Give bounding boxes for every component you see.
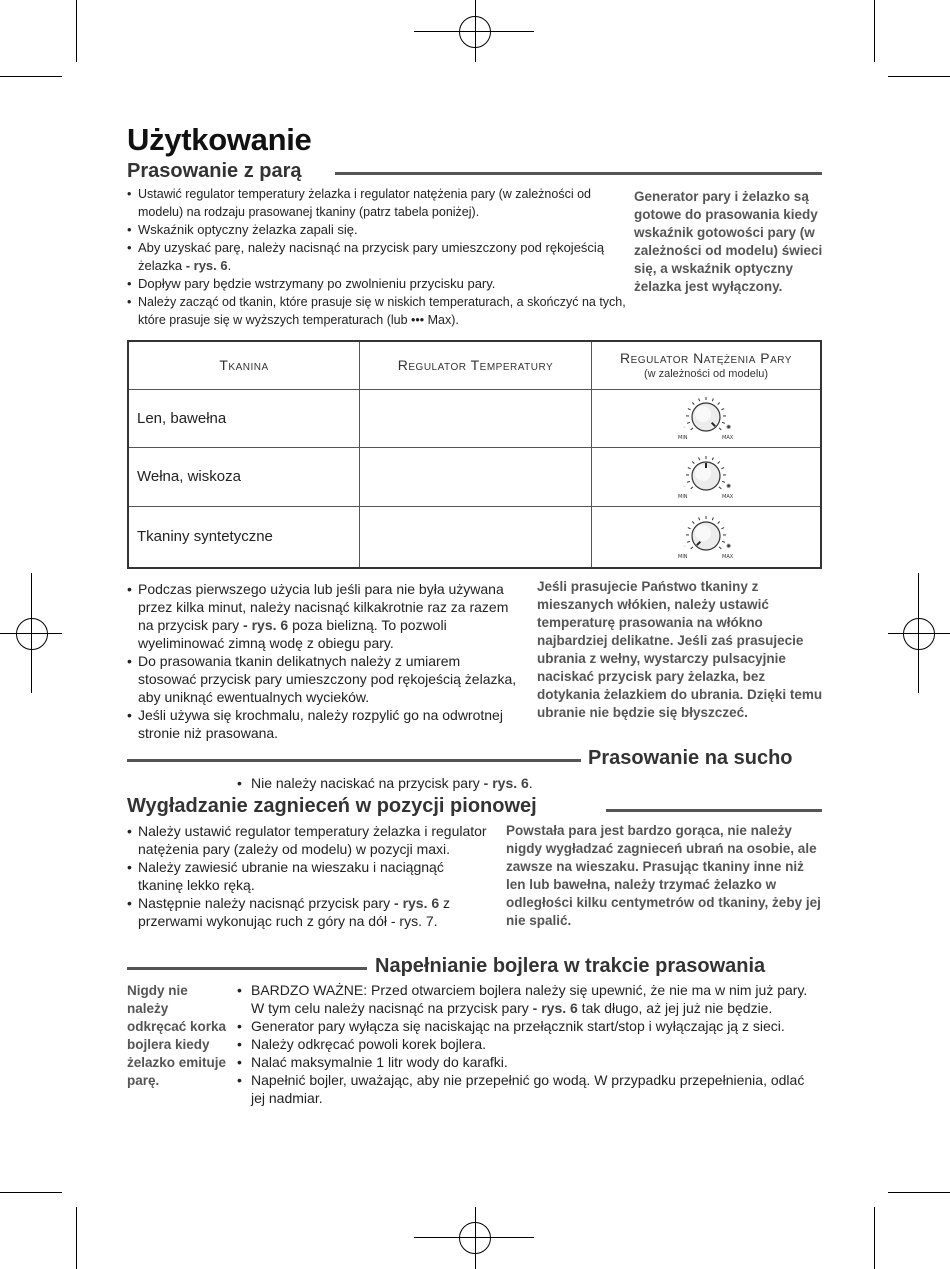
fabric-table <box>127 340 822 569</box>
col-steam-title: Regulator Natężenia Pary <box>620 350 792 367</box>
page-title: Użytkowanie <box>127 122 312 157</box>
list-item: • Do prasowania tkanin delikatnych należy z umiarem stosować przycisk pary umieszczony pod rękojeścią żelazka, aby uniknąć ewentualnych wycieków. <box>127 652 522 706</box>
section-rule <box>335 172 822 175</box>
list-item: • Nalać maksymalnie 1 litr wody do karafki. <box>237 1053 821 1071</box>
fabric-cell: Wełna, wiskoza <box>128 447 360 506</box>
mixed-fabric-note: Jeśli prasujecie Państwo tkaniny z mieszanych włókien, należy ustawić temperaturę prasowania na włókno najbardziej delikatne. Jeśli zaś prasujecie ubrania z wełny, wystarczy pulsacyjnie naciskać przycisk pary żelazka, bez dotykania żelazkiem do ubrania. Dzięki temu ubranie nie będzie się błyszczeć. <box>537 579 823 720</box>
steam-dial-icon <box>674 393 738 443</box>
svg-text:MIN: MIN <box>678 493 688 500</box>
list-item: • BARDZO WAŻNE: Przed otwarciem bojlera należy się upewnić, że nie ma w nim już pary. W tym celu należy nacisnąć na przycisk pary - rys. 6 tak długo, aż jej już nie będzie. <box>237 981 821 1017</box>
col-temp-header: Regulator Temperatury <box>360 341 592 389</box>
boiler-warning-note: Nigdy nie należy odkręcać korka bojlera kiedy żelazko emituje parę. <box>127 983 227 1088</box>
vertical-heading: Wygładzanie zagnieceń w pozycji pionowej <box>127 795 537 817</box>
steam-cell <box>592 506 822 568</box>
list-item: • Dopływ pary będzie wstrzymany po zwolnieniu przycisku pary. <box>127 275 627 293</box>
svg-text:✺: ✺ <box>726 542 732 550</box>
list-item: • Napełnić bojler, uważając, aby nie przepełnić go wodą. W przypadku przepełnienia, odlać jej nadmiar. <box>237 1071 821 1107</box>
list-item: • Należy ustawić regulator temperatury żelazka i regulator natężenia pary (zależy od modelu) w pozycji maxi. <box>127 822 492 858</box>
vertical-list <box>127 822 492 930</box>
svg-text:MAX: MAX <box>722 435 734 441</box>
list-item: • Należy zawiesić ubranie na wieszaku i naciągnąć tkaninę lekko ręką. <box>127 858 492 894</box>
temp-cell <box>360 506 592 568</box>
steam-dial-icon <box>674 452 738 502</box>
fabric-cell: Tkaniny syntetyczne <box>128 506 360 568</box>
svg-text:◦: ◦ <box>683 543 686 550</box>
col-steam-header <box>592 341 822 389</box>
list-item: • Nie należy naciskać na przycisk pary - rys. 6. <box>237 774 797 792</box>
refill-heading: Napełnianie bojlera w trakcie prasowania <box>375 955 766 977</box>
svg-text:MIN: MIN <box>678 553 688 560</box>
list-item: • Następnie należy nacisnąć przycisk pary - rys. 6 z przerwami wykonując ruch z góry na dół - rys. 7. <box>127 894 492 930</box>
list-item: • Jeśli używa się krochmalu, należy rozpylić go na odwrotnej stronie niż prasowana. <box>127 706 522 742</box>
list-item: • Aby uzyskać parę, należy nacisnąć na przycisk pary umieszczony pod rękojeścią żelazka - rys. 6. <box>127 239 627 275</box>
section-rule <box>127 967 367 970</box>
section-rule <box>127 759 581 762</box>
first-use-list <box>127 580 522 742</box>
svg-text:✺: ✺ <box>726 482 732 490</box>
table-row <box>128 447 821 506</box>
table-header-row <box>128 341 821 389</box>
temp-cell <box>360 389 592 447</box>
table-row <box>128 389 821 447</box>
list-item: • Podczas pierwszego użycia lub jeśli para nie była używana przez kilka minut, należy nacisnąć kilkakrotnie raz za razem na przycisk pary - rys. 6 poza bielizną. To pozwoli wyeliminować zimną wodę z obiegu pary. <box>127 580 522 652</box>
list-item: • Należy odkręcać powoli korek bojlera. <box>237 1035 821 1053</box>
fabric-cell: Len, bawełna <box>128 389 360 447</box>
section-rule <box>606 809 822 812</box>
steam-heading: Prasowanie z parą <box>127 160 302 182</box>
steam-dial-icon <box>674 512 738 562</box>
dry-heading: Prasowanie na sucho <box>588 747 793 769</box>
svg-text:✺: ✺ <box>726 424 732 431</box>
svg-text:◦: ◦ <box>683 425 686 431</box>
list-item: • Należy zacząć od tkanin, które prasuje się w niskich temperaturach, a skończyć na tych, które prasuje się w wyższych temperaturach (lub ••• Max). <box>127 293 627 329</box>
hot-steam-note: Powstała para jest bardzo gorąca, nie należy nigdy wygładzać zagnieceń ubrań na osobie, ale zawsze na wieszaku. Prasując tkaniny inne niż len lub bawełna, należy trzymać żelazko w odległości kilku centymetrów od tkaniny, żeby jej nie spalić. <box>506 823 821 928</box>
svg-text:MAX: MAX <box>722 493 734 500</box>
svg-text:MIN: MIN <box>678 435 688 441</box>
list-item: • Generator pary wyłącza się naciskając na przełącznik start/stop i wyłączając ją z sieci. <box>237 1017 821 1035</box>
steam-cell <box>592 447 822 506</box>
col-steam-subtitle: (w zależności od modelu) <box>643 368 769 381</box>
refill-list <box>237 981 821 1107</box>
svg-text:MAX: MAX <box>722 553 734 560</box>
steam-list <box>127 185 627 329</box>
steam-ready-note: Generator pary i żelazko są gotowe do prasowania kiedy wskaźnik gotowości pary (w zależności od modelu) świeci się, a wskaźnik optyczny żelazka jest wyłączony. <box>634 189 823 294</box>
steam-cell <box>592 389 822 447</box>
list-item: • Ustawić regulator temperatury żelazka i regulator natężenia pary (w zależności od modelu) na rodzaju prasowanej tkaniny (patrz tabela poniżej). <box>127 185 627 221</box>
table-row <box>128 506 821 568</box>
dry-list <box>237 774 797 792</box>
col-fabric-header: Tkanina <box>128 341 360 389</box>
svg-text:◦: ◦ <box>683 483 686 490</box>
temp-cell <box>360 447 592 506</box>
list-item: • Wskaźnik optyczny żelazka zapali się. <box>127 221 627 239</box>
